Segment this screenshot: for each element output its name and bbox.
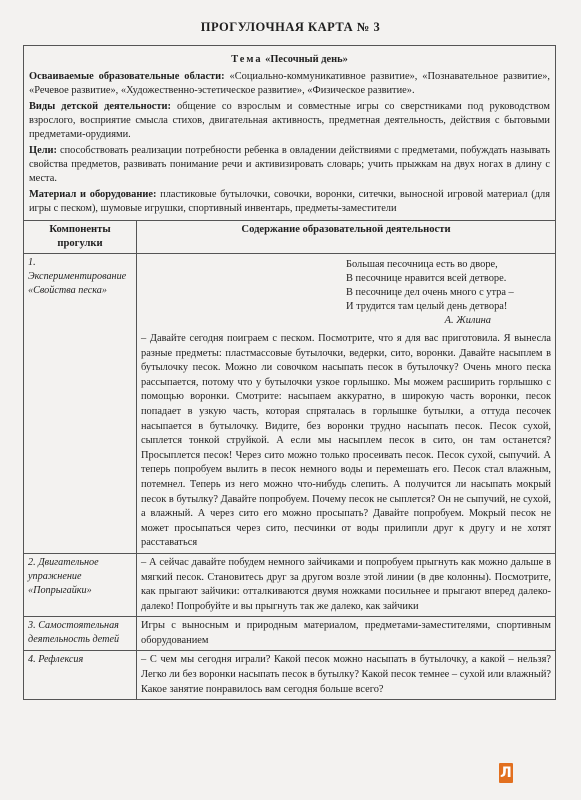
content-cell <box>137 254 556 554</box>
table-row <box>24 617 555 651</box>
component-cell: 2. Двигательное упражнение «Попрыгайки» <box>24 553 137 616</box>
intro-activities-text: общение со взрослым и совместные игры со сверстниками под руководством взрослого, восприятие смысла стихов, двигательная активность, предметная деятельность, действия с бытовыми предметами-орудиями. <box>29 101 550 140</box>
intro-activities <box>29 100 550 142</box>
poem-line: В песочнице нравится всей детворе. <box>346 273 507 284</box>
intro-materials-text: пластиковые бутылочки, совочки, воронки, ситечки, выносной игровой материал (для игры с песком), шумовые игрушки, спортивный инвентарь, предметы-заместители <box>29 189 550 214</box>
poem-line: И трудится там целый день детвора! <box>346 301 508 312</box>
header-components: Компоненты прогулки <box>24 221 137 254</box>
table-row <box>24 254 555 554</box>
intro-activities-label: Виды детской деятельности: <box>29 101 171 112</box>
content-cell: – С чем мы сегодня играли? Какой песок можно насыпать в бутылочку, а какой – нельзя? Легко ли без воронки насыпать песок в бутылку? Какой песок темнее – сухой или влажный? Какое занятие понравилось вам сегодня больше всего? <box>137 651 556 699</box>
table-header-row <box>24 221 555 254</box>
intro-goals-text: способствовать реализации потребности ребенка в овладении действиями с предметами, побуждать называть свойства предметов, развивать понимание речи и активизировать словарь; учить прыжкам на двух ногах в длину с места. <box>29 145 550 184</box>
poem-line: В песочнице дел очень много с утра – <box>346 287 514 298</box>
intro-materials-label: Материал и оборудование: <box>29 189 157 200</box>
topic-name: «Песочный день» <box>265 54 348 65</box>
intro-areas <box>29 70 550 98</box>
intro-materials <box>29 188 550 216</box>
intro-areas-text: «Социально-коммуникативное развитие», «Познавательное развитие», «Речевое развитие», «Художественно-эстетическое развитие», «Физическое развитие». <box>29 71 550 96</box>
poem <box>346 258 551 328</box>
poem-author: А. Жилина <box>444 315 491 326</box>
poem-line: Большая песочница есть во дворе, <box>346 259 498 270</box>
intro-goals-label: Цели: <box>29 145 57 156</box>
activity-table <box>24 221 555 699</box>
content-text: – Давайте сегодня поиграем с песком. Посмотрите, что я для вас приготовила. Я вынесла разные предметы: пластмассовые бутылочки, ведерки, сито, воронки. Давайте насыплем в бутылочку песок. Можно ли совочком насыпать песок в бутылочку? Очень много песка рассыпается, потому что у бутылочки узкое горлышко. Мы можем расширить горлышко с помощью воронки. Смотрите: насыпаем аккуратно, в широкую часть воронки, песок попадает в узкую часть, которая спряталась в горлышке бутылки, а оттуда песочек насыпается в бутылочку. Видите, без воронки трудно насыпать песок. Песок сухой, сыплется тонкой струйкой. А если мы насыплем песок в сито, он там останется? Просыплется песок! Через сито можно только просеивать песок. Песок сухой, сыпучий. А теперь попробуем вылить в песок немного воды и перемешать его. Песок стал влажным, потемнел. Теперь из него можно что-нибудь слепить. А получится ли насыпать мокрый песок в бутылку? Давайте попробуем. Почему песок не сыплется? Он не сыпучий, не сухой, а влажный. А через сито его можно просыпать? Давайте попробуем. Мокрый песок не может просыпаться через сито, песчинки от воды прилипли друг к другу и не хотят расставаться <box>141 333 551 549</box>
component-cell: 4. Рефлексия <box>24 651 137 699</box>
component-cell: 1. Экспериментирование «Свойства песка» <box>24 254 137 554</box>
intro-block <box>24 46 555 221</box>
component-cell: 3. Самостоятельная деятельность детей <box>24 617 137 651</box>
table-row <box>24 553 555 616</box>
walk-card <box>23 45 556 700</box>
page-title: ПРОГУЛОЧНАЯ КАРТА № 3 <box>200 20 381 34</box>
topic-label: Тема <box>231 54 263 65</box>
content-cell: Игры с выносным и природным материалом, предметами-заместителями, спортивным оборудованием <box>137 617 556 651</box>
table-row <box>24 651 555 699</box>
publisher-logo-icon: Л <box>500 765 512 781</box>
topic-heading <box>29 53 550 67</box>
intro-areas-label: Осваиваемые образовательные области: <box>29 71 225 82</box>
header-content: Содержание образовательной деятельности <box>137 221 556 254</box>
intro-goals <box>29 144 550 186</box>
content-cell: – А сейчас давайте побудем немного зайчиками и попробуем прыгнуть как можно дальше в мягкий песок. Становитесь друг за другом возле этой линии (в две колонны). Посмотрите, как прыгают зайчики: отталкиваются двумя ножками посильнее и прыгают вперед далеко-далеко! Попробуйте и вы прыгнуть так же далеко, как зайчики <box>137 553 556 616</box>
